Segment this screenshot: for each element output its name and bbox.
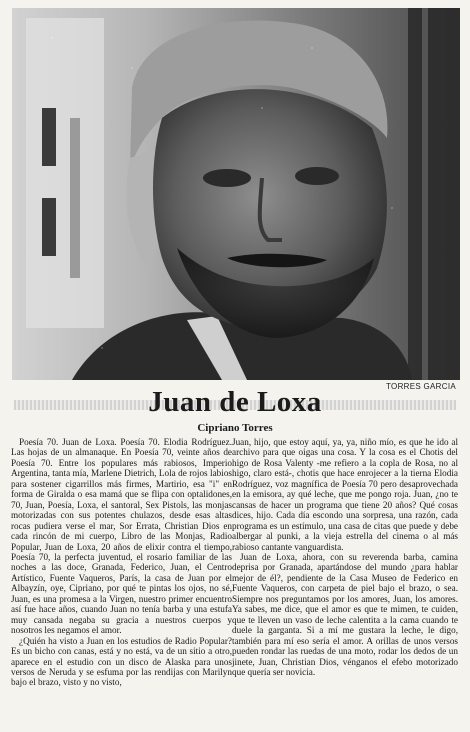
article-paragraph: ¿Quién ha visto a Juan en los estudios de Radio Popular? Es un bicho con canas, está y no está, va de un sitio a otro, aparece en el estudio con un disco de Alaska para unos versos de Neruda y se esfuma por las rendijas con Marilyn bajo el brazo, visto y no visto,	[11, 635, 232, 688]
article-paragraph: Juan, hijo, que estoy aquí, ya, ya, niño mío, es que he ido al archivo para que oigas una cosa. Y la cosa es el Chotis del higo de Rosa Valenty -me refiero a la copla de Rosa, no al higo, claro está-, chotis que hace enrojecer a la tierna Elodia Rodríguez, voz magnífica de Poesía 70 pero desaprovechada en la emisora, ay qué leche, que me pongo roja. Juan, ¿no te cansas de hacer un programa que tiene 20 años? Qué cosas dices, hijo. Cada día escondo una sorpresa, una razón, cada programa es un estímulo, una casa de citas que puede y debe albergar al punki, a la vieja estrella del cinema o al más rabioso cantante vanguardista.	[232, 437, 458, 552]
article-column-left	[11, 437, 232, 688]
portrait-image	[12, 8, 460, 380]
byline: Cipriano Torres	[197, 422, 273, 434]
article-column-right	[232, 437, 458, 677]
article-paragraph: Juan de Loxa, ahora, con su reverenda barba, camina deprisa por Granada, apartándose del mundo ¿para hablar mejor de él?, pendiente de la Casa Museo de Federico en Fuente Vaqueros, con carpeta de piel bajo el brazo, o sea. Siempre nos preguntamos por los amores, Juan, los amores. Ya sabes, me dice, que el amor es que te mimen, te cuiden, que te lleven un vaso de leche calentita a la cama cuando te duele la garganta. Si a mí me gustara la leche, le digo, también para mí eso sería el amor. A orillas de unos versos pueden rondar las ruedas de una moto, rodar los dedos de un jinete, Juan, Christian Dios, vénganos el efebo motorizado que quería ser novicia.	[232, 551, 458, 677]
headline-text: Juan de Loxa	[148, 386, 322, 418]
article-paragraph: Poesía 70. Juan de Loxa. Poesía 70. Elodia Rodríguez. Las hojas de un almanaque. En Poesía 70, veinte años de Poesía 70. Entre los populares más rabiosos, Imperio Argentina, tanta mía, Marlene Dietrich, Lola de rojos labios para sostener cigarrillos más firmes, Martirio, esa "i" en forma de Giralda o esa mamá que se flipa con optalidones, 70, Juan, Poesía, Loxa, el santoral, Sex Pistols, las monjas motorizadas con sus potentes chulazos, desde esas altas rocas pudiera verse el mar, Sor Errata, Christian Dios en cada rincón de mi cuerpo, Libro de las Monjas, Radio Popular, Juan de Loxa, 20 años de elixir contra el tiempo, Poesía 70, la perfecta juventud, el rosario familiar de las noches a las doce, Granada, Federico, Juan, el Centro Artístico, Fuente Vaqueros, París, la casa de Juan por el Albayzín, oye, Cipriano, por qué te pintas los ojos, no sé, Juan, es una promesa a la Virgen, nuestro primer encuentro así fue hace años, cuando Juan no tenía barba y una estufa muy cansada negaba su gracia a nuestros cuerpos y nosotros les negamos el amor.	[11, 437, 232, 636]
portrait-photo	[12, 8, 460, 380]
article-headline	[0, 386, 470, 419]
photo-credit: TORRES GARCIA	[386, 382, 456, 391]
